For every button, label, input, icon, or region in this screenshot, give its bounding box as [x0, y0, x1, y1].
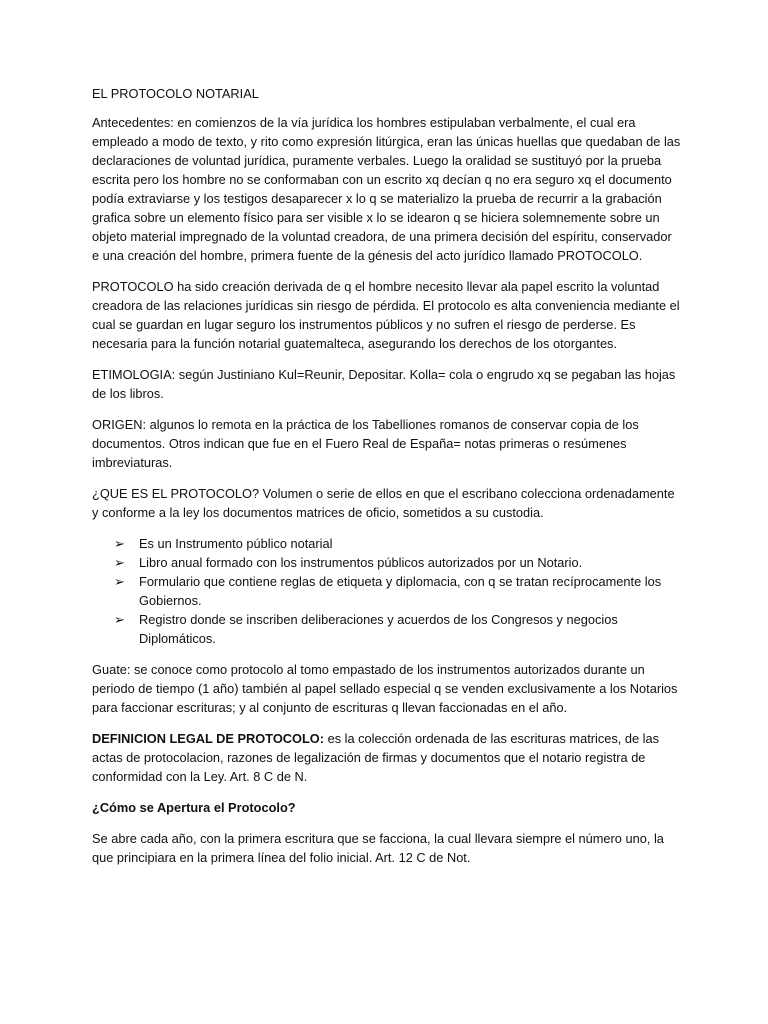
list-item — [92, 553, 682, 572]
definicion-label: DEFINICION LEGAL DE PROTOCOLO: — [92, 731, 325, 746]
list-item-text: Formulario que contiene reglas de etiqueta y diplomacia, con q se tratan recíprocamente los Gobiernos. — [139, 574, 662, 608]
paragraph-que-es: ¿QUE ES EL PROTOCOLO? Volumen o serie de ellos en que el escribano colecciona ordenadamente y conforme a la ley los documentos matrices de oficio, sometidos a su custodia. — [92, 486, 675, 520]
paragraph-etimologia: ETIMOLOGIA: según Justiniano Kul=Reunir, Depositar. Kolla= cola o engrudo xq se pegaban las hojas de los libros. — [92, 367, 676, 401]
arrowhead-bullet-icon: ➢ — [114, 536, 125, 551]
list-item — [92, 534, 682, 553]
document-page — [92, 84, 682, 879]
paragraph-guate: Guate: se conoce como protocolo al tomo empastado de los instrumentos autorizados durante un periodo de tiempo (1 año) también al papel sellado especial q se venden exclusivamente a los Notarios para faccionar escrituras; y al conjunto de escrituras q llevan faccionadas en el año. — [92, 662, 678, 715]
paragraph-definicion-legal — [92, 729, 682, 786]
paragraph-protocolo-creacion: PROTOCOLO ha sido creación derivada de q el hombre necesito llevar ala papel escrito la voluntad creadora de las relaciones jurídicas sin riesgo de pérdida. El protocolo es alta conveniencia mediante el cual se guardan en lugar seguro los instrumentos públicos y no sufren el riesgo de perderse. Es necesaria para la función notarial guatemalteca, asegurando los derechos de los otorgantes. — [92, 279, 680, 351]
arrowhead-bullet-icon: ➢ — [114, 555, 125, 570]
list-item-text: Libro anual formado con los instrumentos públicos autorizados por un Notario. — [139, 555, 583, 570]
list-item-text: Registro donde se inscriben deliberaciones y acuerdos de los Congresos y negocios Diplomáticos. — [139, 612, 618, 646]
section-heading-apertura: ¿Cómo se Apertura el Protocolo? — [92, 800, 296, 815]
arrowhead-bullet-icon: ➢ — [114, 612, 125, 627]
paragraph-origen: ORIGEN: algunos lo remota en la práctica de los Tabelliones romanos de conservar copia de los documentos. Otros indican que fue en el Fuero Real de España= notas primeras o resúmenes imbreviaturas. — [92, 417, 639, 470]
arrowhead-bullet-icon: ➢ — [114, 574, 125, 589]
list-item — [92, 610, 682, 648]
paragraph-antecedentes: Antecedentes: en comienzos de la vía jurídica los hombres estipulaban verbalmente, el cual era empleado a modo de texto, y rito como expresión litúrgica, eran las únicas huellas que quedaban de las declaraciones de voluntad jurídica, puramente verbales. Luego la oralidad se sustituyó por la prueba escrita pero los hombre no se conformaban con un escrito xq decían q no era seguro xq el documento podía extraviarse y los testigos desaparecer x lo q se materializo la prueba de recurrir a la grabación grafica sobre un elemento físico para ser visible x lo se idearon q se hiciera solemnemente sobre un objeto material impregnado de la voluntad creadora, de una primera decisión del espíritu, conservador e una creación del hombre, primera fuente de la génesis del acto jurídico llamado PROTOCOLO. — [92, 115, 681, 263]
page-title: EL PROTOCOLO NOTARIAL — [92, 86, 259, 101]
list-item-text: Es un Instrumento público notarial — [139, 536, 333, 551]
definitions-list — [92, 534, 682, 648]
definicion-text: es la colección ordenada de las escrituras matrices, de las actas de protocolacion, razones de legalización de firmas y documentos que el notario registra de conformidad con la Ley. Art. 8 C de N. — [92, 731, 660, 784]
list-item — [92, 572, 682, 610]
paragraph-apertura: Se abre cada año, con la primera escritura que se facciona, la cual llevara siempre el número uno, la que principiara en la primera línea del folio inicial. Art. 12 C de Not. — [92, 831, 664, 865]
